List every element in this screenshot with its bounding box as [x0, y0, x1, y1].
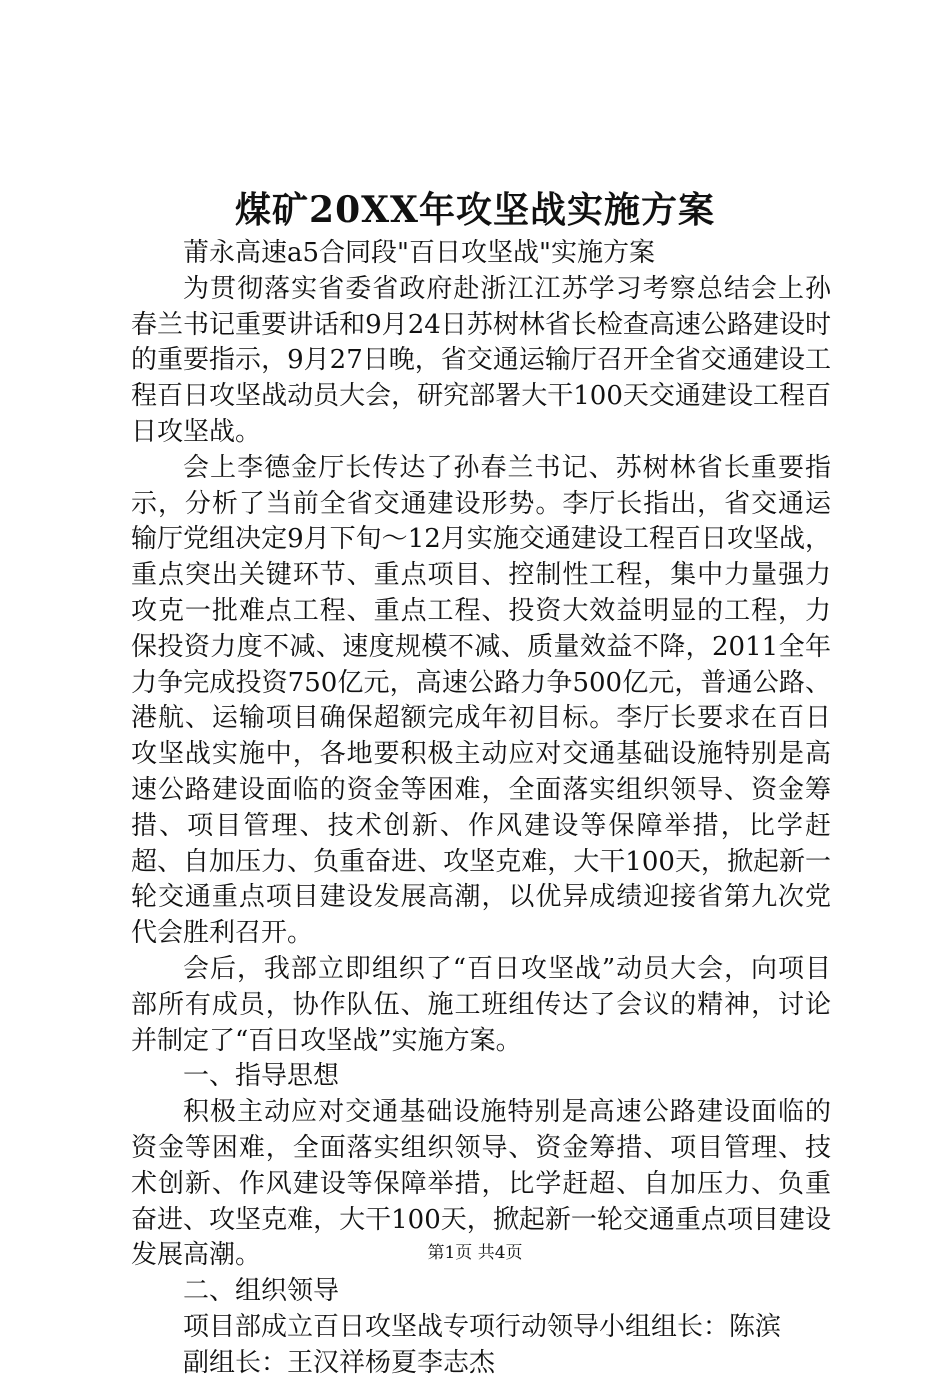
- section-heading: 二、组织领导: [183, 1276, 340, 1307]
- body-paragraph: 为贯彻落实省委省政府赴浙江江苏学习考察总结会上孙春兰书记重要讲话和9月24日苏树林省长检查高速公路建设时的重要指示，9月27日晚，省交通运输厅召开全省交通建设工程百日攻坚战动员大会，研究部署大干100天交通建设工程百日攻坚战。: [131, 273, 831, 447]
- body-paragraph: 积极主动应对交通基础设施特别是高速公路建设面临的资金等困难，全面落实组织领导、资金筹措、项目管理、技术创新、作风建设等保障举措，比学赶超、自加压力、负重奋进、攻坚克难，大干100天，掀起新一轮交通重点项目建设发展高潮。: [131, 1097, 831, 1271]
- section-heading: 一、指导思想: [183, 1061, 340, 1092]
- body-paragraph: 项目部成立百日攻坚战专项行动领导小组组长：陈滨: [183, 1311, 782, 1342]
- document-title: 煤矿20XX年攻坚战实施方案: [235, 189, 715, 231]
- document-body: [131, 236, 831, 1382]
- body-paragraph: 会后，我部立即组织了“百日攻坚战”动员大会，向项目部所有成员，协作队伍、施工班组传达了会议的精神，讨论并制定了“百日攻坚战”实施方案。: [131, 953, 831, 1056]
- subtitle-paragraph: 莆永高速a5合同段"百日攻坚战"实施方案: [183, 238, 655, 268]
- page-number-footer: 第1页 共4页: [427, 1243, 523, 1263]
- body-paragraph: 会上李德金厅长传达了孙春兰书记、苏树林省长重要指示，分析了当前全省交通建设形势。李厅长指出，省交通运输厅党组决定9月下旬～12月实施交通建设工程百日攻坚战，重点突出关键环节、重点项目、控制性工程，集中力量强力攻克一批难点工程、重点工程、投资大效益明显的工程，力保投资力度不减、速度规模不减、质量效益不降，2011全年力争完成投资750亿元，高速公路力争500亿元，普通公路、港航、运输项目确保超额完成年初目标。李厅长要求在百日攻坚战实施中，各地要积极主动应对交通基础设施特别是高速公路建设面临的资金等困难，全面落实组织领导、资金筹措、项目管理、技术创新、作风建设等保障举措，比学赶超、自加压力、负重奋进、攻坚克难，大干100天，掀起新一轮交通重点项目建设发展高潮，以优异成绩迎接省第九次党代会胜利召开。: [131, 452, 831, 949]
- body-paragraph: 副组长：王汉祥杨夏李志杰: [183, 1347, 496, 1378]
